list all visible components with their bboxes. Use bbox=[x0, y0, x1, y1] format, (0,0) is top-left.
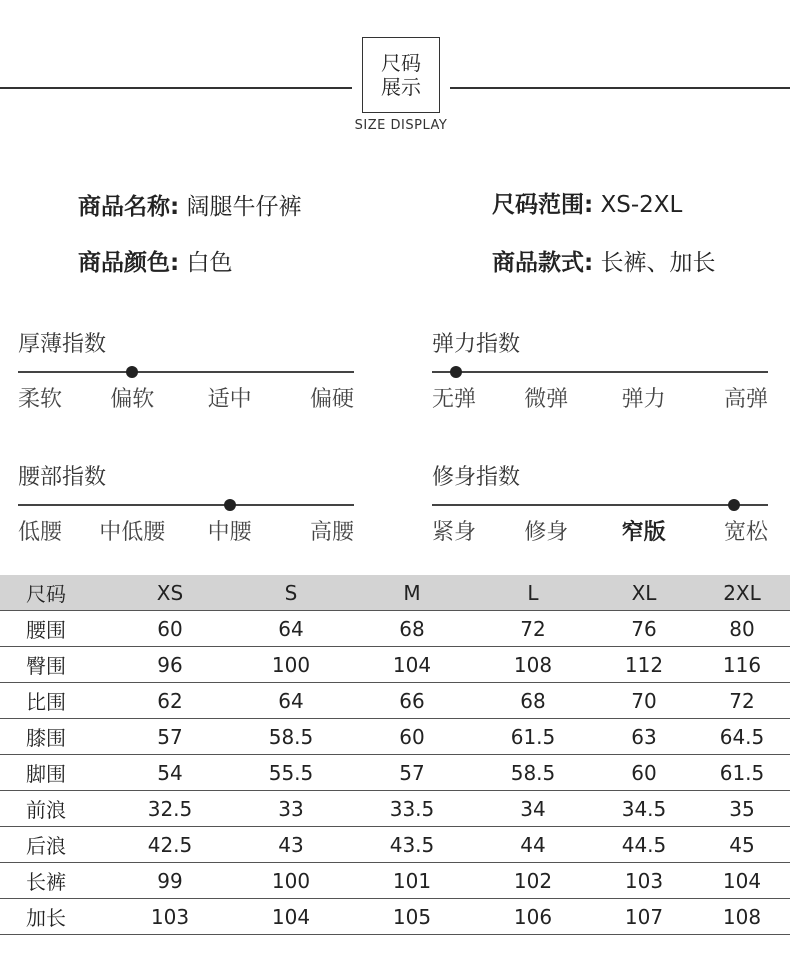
measurement-name-cell: 臀围 bbox=[0, 647, 110, 683]
thickness-index-option: 偏硬 bbox=[309, 387, 354, 412]
fit-index-title: 修身指数 bbox=[432, 465, 521, 490]
measurement-value-cell: 61.5 bbox=[694, 755, 790, 791]
header-rule-left bbox=[0, 87, 352, 89]
elasticity-index-option: 无弹 bbox=[432, 387, 477, 412]
thickness-index-option: 偏软 bbox=[110, 387, 155, 412]
measurement-value-cell: 63 bbox=[594, 719, 694, 755]
page-title-line2: 展示 bbox=[381, 75, 421, 99]
measurement-value-cell: 99 bbox=[110, 863, 230, 899]
measurement-value-cell: 104 bbox=[230, 899, 352, 935]
size-table-header: 尺码 bbox=[0, 575, 110, 611]
table-row bbox=[0, 863, 790, 899]
measurement-value-cell: 64 bbox=[230, 611, 352, 647]
elasticity-index-option: 微弹 bbox=[524, 387, 569, 412]
elasticity-index-option: 弹力 bbox=[621, 387, 666, 412]
measurement-name-cell: 腰围 bbox=[0, 611, 110, 647]
measurement-value-cell: 57 bbox=[110, 719, 230, 755]
measurement-value-cell: 102 bbox=[472, 863, 594, 899]
waist-index-option: 中腰 bbox=[207, 520, 252, 545]
fit-index-option: 窄版 bbox=[621, 520, 666, 545]
thickness-index-option: 柔软 bbox=[18, 387, 63, 412]
measurement-value-cell: 100 bbox=[230, 647, 352, 683]
waist-index-option: 高腰 bbox=[309, 520, 354, 545]
product-style bbox=[492, 244, 716, 277]
measurement-value-cell: 70 bbox=[594, 683, 694, 719]
thickness-index-title: 厚薄指数 bbox=[18, 332, 107, 357]
elasticity-index-option: 高弹 bbox=[723, 387, 768, 412]
product-color bbox=[78, 244, 233, 277]
measurement-value-cell: 100 bbox=[230, 863, 352, 899]
measurement-value-cell: 44 bbox=[472, 827, 594, 863]
thickness-index-option: 适中 bbox=[207, 387, 252, 412]
measurement-value-cell: 66 bbox=[352, 683, 472, 719]
measurement-value-cell: 103 bbox=[110, 899, 230, 935]
product-style-label: 商品款式: bbox=[492, 250, 594, 276]
measurement-value-cell: 62 bbox=[110, 683, 230, 719]
size-table-header: S bbox=[230, 575, 352, 611]
measurement-value-cell: 60 bbox=[352, 719, 472, 755]
size-table-header-row bbox=[0, 575, 790, 611]
size-table-header: 2XL bbox=[694, 575, 790, 611]
table-row bbox=[0, 827, 790, 863]
table-row bbox=[0, 611, 790, 647]
measurement-value-cell: 101 bbox=[352, 863, 472, 899]
measurement-value-cell: 32.5 bbox=[110, 791, 230, 827]
waist-index-option: 中低腰 bbox=[99, 520, 166, 545]
measurement-value-cell: 64 bbox=[230, 683, 352, 719]
measurement-name-cell: 加长 bbox=[0, 899, 110, 935]
measurement-value-cell: 45 bbox=[694, 827, 790, 863]
product-style-value: 长裤、加长 bbox=[600, 250, 716, 276]
product-color-value: 白色 bbox=[186, 250, 233, 276]
table-row bbox=[0, 755, 790, 791]
measurement-value-cell: 44.5 bbox=[594, 827, 694, 863]
fit-index-option: 宽松 bbox=[723, 520, 768, 545]
fit-index-option: 紧身 bbox=[432, 520, 477, 545]
measurement-value-cell: 105 bbox=[352, 899, 472, 935]
product-size-range bbox=[492, 186, 682, 219]
product-name bbox=[78, 188, 302, 221]
product-name-label: 商品名称: bbox=[78, 194, 180, 220]
measurement-value-cell: 68 bbox=[472, 683, 594, 719]
measurement-value-cell: 104 bbox=[352, 647, 472, 683]
measurement-value-cell: 68 bbox=[352, 611, 472, 647]
table-row bbox=[0, 719, 790, 755]
measurement-value-cell: 96 bbox=[110, 647, 230, 683]
waist-index-title: 腰部指数 bbox=[18, 465, 107, 490]
measurement-value-cell: 64.5 bbox=[694, 719, 790, 755]
elasticity-index-title: 弹力指数 bbox=[432, 332, 521, 357]
size-table-header: XS bbox=[110, 575, 230, 611]
measurement-value-cell: 61.5 bbox=[472, 719, 594, 755]
measurement-value-cell: 34.5 bbox=[594, 791, 694, 827]
measurement-value-cell: 33.5 bbox=[352, 791, 472, 827]
measurement-value-cell: 54 bbox=[110, 755, 230, 791]
measurement-value-cell: 42.5 bbox=[110, 827, 230, 863]
size-table bbox=[0, 575, 790, 935]
measurement-value-cell: 106 bbox=[472, 899, 594, 935]
thickness-index-marker bbox=[126, 366, 138, 378]
measurement-value-cell: 116 bbox=[694, 647, 790, 683]
page-title-line1: 尺码 bbox=[381, 51, 421, 75]
table-row bbox=[0, 791, 790, 827]
waist-index-scale-line bbox=[18, 504, 354, 506]
waist-index-option: 低腰 bbox=[18, 520, 63, 545]
measurement-value-cell: 58.5 bbox=[472, 755, 594, 791]
page-title-box bbox=[362, 37, 440, 113]
fit-index-option: 修身 bbox=[524, 520, 569, 545]
measurement-value-cell: 60 bbox=[594, 755, 694, 791]
header-rule-right bbox=[450, 87, 790, 89]
size-table-body bbox=[0, 611, 790, 935]
measurement-value-cell: 112 bbox=[594, 647, 694, 683]
product-color-label: 商品颜色: bbox=[78, 250, 180, 276]
measurement-name-cell: 脚围 bbox=[0, 755, 110, 791]
fit-index-marker bbox=[728, 499, 740, 511]
measurement-value-cell: 33 bbox=[230, 791, 352, 827]
measurement-value-cell: 80 bbox=[694, 611, 790, 647]
measurement-value-cell: 107 bbox=[594, 899, 694, 935]
measurement-value-cell: 72 bbox=[694, 683, 790, 719]
table-row bbox=[0, 899, 790, 935]
measurement-value-cell: 35 bbox=[694, 791, 790, 827]
measurement-value-cell: 58.5 bbox=[230, 719, 352, 755]
measurement-value-cell: 55.5 bbox=[230, 755, 352, 791]
fit-index-scale-line bbox=[432, 504, 768, 506]
measurement-name-cell: 长裤 bbox=[0, 863, 110, 899]
measurement-name-cell: 前浪 bbox=[0, 791, 110, 827]
thickness-index-scale-line bbox=[18, 371, 354, 373]
product-name-value: 阔腿牛仔裤 bbox=[186, 194, 302, 220]
elasticity-index-marker bbox=[450, 366, 462, 378]
size-range-label: 尺码范围: bbox=[492, 192, 594, 218]
measurement-value-cell: 57 bbox=[352, 755, 472, 791]
table-row bbox=[0, 647, 790, 683]
measurement-name-cell: 后浪 bbox=[0, 827, 110, 863]
size-table-header: L bbox=[472, 575, 594, 611]
waist-index-marker bbox=[224, 499, 236, 511]
measurement-value-cell: 108 bbox=[472, 647, 594, 683]
table-row bbox=[0, 683, 790, 719]
size-table-header: XL bbox=[594, 575, 694, 611]
measurement-value-cell: 104 bbox=[694, 863, 790, 899]
measurement-value-cell: 72 bbox=[472, 611, 594, 647]
size-range-value: XS-2XL bbox=[600, 192, 683, 218]
measurement-value-cell: 103 bbox=[594, 863, 694, 899]
measurement-value-cell: 34 bbox=[472, 791, 594, 827]
measurement-name-cell: 膝围 bbox=[0, 719, 110, 755]
page-subtitle: SIZE DISPLAY bbox=[354, 118, 448, 133]
measurement-value-cell: 43.5 bbox=[352, 827, 472, 863]
measurement-value-cell: 76 bbox=[594, 611, 694, 647]
measurement-value-cell: 60 bbox=[110, 611, 230, 647]
measurement-value-cell: 43 bbox=[230, 827, 352, 863]
measurement-name-cell: 比围 bbox=[0, 683, 110, 719]
size-table-header: M bbox=[352, 575, 472, 611]
elasticity-index-scale-line bbox=[432, 371, 768, 373]
measurement-value-cell: 108 bbox=[694, 899, 790, 935]
